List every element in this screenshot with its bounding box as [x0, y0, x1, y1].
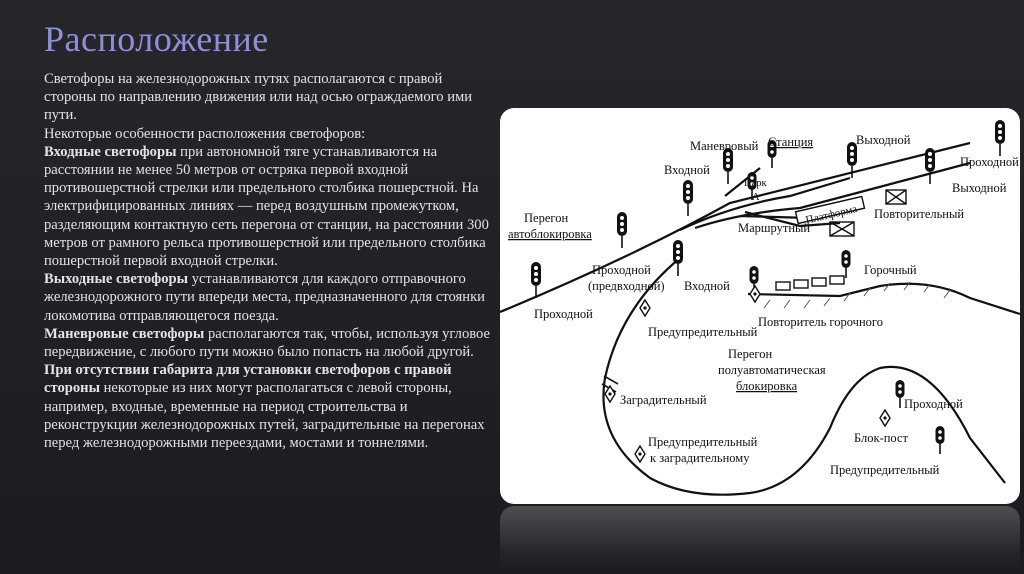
- label-through-top: Проходной: [960, 155, 1019, 169]
- label-through-left: Проходной: [534, 307, 593, 321]
- label-exit-right: Выходной: [952, 181, 1007, 195]
- label-repeater: Повторительный: [874, 207, 965, 221]
- paragraph-shunting-signals: Маневровые светофоры располагаются так, чтобы, используя угловое передвижение, с любого пути можно было попасть на любой другой.: [44, 325, 490, 361]
- label-blocking: блокировка: [736, 379, 798, 393]
- label-exit-top: Выходной: [856, 133, 911, 147]
- signal-placement-diagram: [500, 108, 1020, 504]
- label-shunting: Маневровый: [690, 139, 759, 153]
- label-hump: Горочный: [864, 263, 917, 277]
- paragraph-entry-signals: Входные светофоры при автономной тяге устанавливаются на расстоянии не менее 50 метров от остряка первой входной противошерстной стрелки или предельного столбика пошерстной. На электрифицированных линиях — перед воздушным промежутком, разделяющим контактную сеть перегона от станции, на расстоянии 300 метров от рамного рельса противошерстной или предельного столбика пошерстной первой входной стрелки.: [44, 143, 489, 270]
- paragraph-left-side: При отсутствии габарита для установки светофоров с правой стороны некоторые из них могут располагаться с левой стороны, например, входные, временные на период строительства и реконструкции железнодорожных путей, заградительные на перегонах перед железнодорожными переездами, мостами и тоннелями.: [44, 362, 485, 452]
- label-through-right: Проходной: [904, 397, 963, 411]
- cross-box-1: [830, 222, 854, 236]
- diagram-svg: [500, 108, 1020, 504]
- paragraph-exit-signals: Выходные светофоры устанавливаются для каждого отправочного железнодорожного пути впереди места, предназначенного для стоянки локомотива отправляющегося поезда.: [44, 271, 485, 324]
- label-route: Маршрутный: [738, 221, 811, 235]
- paragraph-intro: Светофоры на железнодорожных путях располагаются с правой стороны по направлению движения или над осью ограждаемого ими пути.: [44, 71, 473, 124]
- label-semiauto: полуавтоматическая: [718, 363, 826, 377]
- label-block-post: Блок-пост: [854, 431, 908, 445]
- cross-box-2: [886, 190, 906, 204]
- label-warning: Предупредительный: [648, 325, 758, 339]
- label-through-mid: Проходной: [592, 263, 651, 277]
- label-autoblock: автоблокировка: [508, 227, 592, 241]
- label-park-a: А: [752, 192, 760, 203]
- label-entry-mid: Входной: [684, 279, 730, 293]
- paragraph-features: Некоторые особенности расположения светофоров:: [44, 125, 366, 142]
- label-park: Парк: [744, 178, 767, 189]
- label-section-2: Перегон: [728, 347, 773, 361]
- diagram-labels: [508, 133, 1019, 477]
- label-warning-barrier-1: Предупредительный: [648, 435, 758, 449]
- label-warning-right: Предупредительный: [830, 463, 940, 477]
- label-section-1: Перегон: [524, 211, 569, 225]
- label-barrier: Заградительный: [620, 393, 707, 407]
- slide-title: Расположение: [44, 19, 269, 59]
- label-hump-repeater: Повторитель горочного: [758, 315, 883, 329]
- slide-body: [44, 70, 496, 452]
- platform-label: Платформа: [804, 203, 859, 227]
- label-pre-entry: (предвходной): [588, 279, 665, 293]
- diagram-reflection: [500, 506, 1020, 574]
- label-warning-barrier-2: к заградительному: [650, 451, 750, 465]
- wagons: [776, 276, 844, 290]
- label-station: Станция: [768, 135, 814, 149]
- label-entry: Входной: [664, 163, 710, 177]
